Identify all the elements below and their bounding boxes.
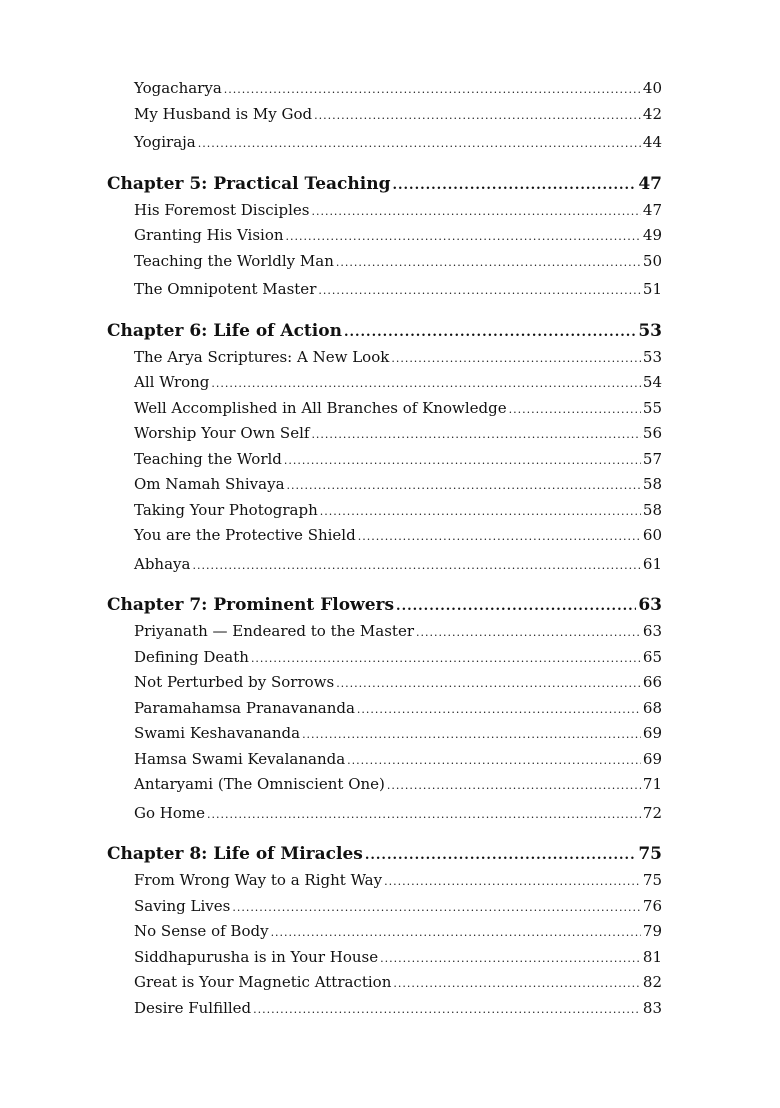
entry-title: Defining Death <box>134 647 249 666</box>
toc-entry[interactable] <box>107 894 662 920</box>
chapter-heading[interactable] <box>107 170 662 198</box>
entry-page-number: 53 <box>642 347 662 366</box>
dot-leader <box>416 627 641 638</box>
entry-title: All Wrong <box>134 373 210 391</box>
entry-page-number: 49 <box>642 226 662 244</box>
entry-title: Great is Your Magnetic Attraction <box>134 973 392 991</box>
toc-entry[interactable] <box>107 76 662 102</box>
entry-page-number: 71 <box>642 775 662 793</box>
toc-entry[interactable] <box>107 747 662 773</box>
toc-entry[interactable] <box>107 421 662 447</box>
entry-title: Taking Your Photograph <box>134 500 318 519</box>
entry-page-number: 66 <box>642 673 662 691</box>
entry-title: Hamsa Swami Kevalananda <box>134 749 346 768</box>
entry-page-number: 40 <box>642 79 662 97</box>
entry-title: Worship Your Own Self <box>134 424 310 442</box>
entry-title: Paramahamsa Pranavananda <box>134 698 355 717</box>
entry-title: Siddhapurusha is in Your House <box>134 947 379 966</box>
toc-entry[interactable] <box>107 102 662 128</box>
dot-leader <box>357 704 641 715</box>
toc-entry[interactable] <box>107 996 662 1022</box>
entry-page-number: 42 <box>642 104 662 123</box>
entry-title: Granting His Vision <box>134 226 284 244</box>
entry-page-number: 83 <box>642 998 662 1017</box>
dot-leader <box>271 927 641 938</box>
dot-leader <box>284 455 641 466</box>
entry-page-number: 57 <box>642 449 662 468</box>
dot-leader <box>380 953 641 964</box>
entry-page-number: 76 <box>642 896 662 915</box>
toc-entry[interactable] <box>107 619 662 645</box>
dot-leader <box>336 678 641 689</box>
dot-leader <box>314 110 641 121</box>
entry-title: Yogiraja <box>134 133 196 151</box>
dot-leader <box>391 353 641 364</box>
dot-leader <box>311 206 640 217</box>
entry-title: Abhaya <box>134 554 191 573</box>
toc-chapter-group <box>107 170 662 303</box>
entry-page-number: 58 <box>642 475 662 493</box>
dot-leader <box>253 1004 641 1015</box>
entry-title: Go Home <box>134 803 205 822</box>
entry-page-number: 55 <box>642 398 662 417</box>
dot-leader <box>211 378 641 389</box>
entry-page-number: 47 <box>642 200 662 219</box>
dot-leader <box>302 729 641 740</box>
entry-page-number: 68 <box>642 698 662 717</box>
chapter-page-number: 63 <box>638 595 662 615</box>
entry-title: The Arya Scriptures: A New Look <box>134 347 390 366</box>
chapter-title: Chapter 8: Life of Miracles <box>107 844 363 864</box>
dot-leader <box>392 179 636 192</box>
dot-leader <box>318 285 641 296</box>
chapter-page-number: 75 <box>638 844 662 864</box>
dot-leader <box>287 480 641 491</box>
entry-page-number: 79 <box>642 922 662 940</box>
toc-chapter-group <box>107 317 662 578</box>
dot-leader <box>232 902 641 913</box>
toc-entry[interactable] <box>107 396 662 422</box>
chapter-heading[interactable] <box>107 840 662 868</box>
entry-page-number: 65 <box>642 647 662 666</box>
dot-leader <box>311 429 640 440</box>
toc-chapter-group <box>107 591 662 826</box>
entry-page-number: 51 <box>642 280 662 298</box>
toc-entry[interactable] <box>107 772 662 798</box>
toc-entry[interactable] <box>107 198 662 224</box>
entry-page-number: 82 <box>642 973 662 991</box>
dot-leader <box>396 600 636 613</box>
entry-title: Well Accomplished in All Branches of Knowledge <box>134 398 507 417</box>
entry-title: From Wrong Way to a Right Way <box>134 871 383 889</box>
entry-title: His Foremost Disciples <box>134 200 310 219</box>
dot-leader <box>198 138 641 149</box>
toc-entry[interactable] <box>107 223 662 249</box>
toc-entry[interactable] <box>107 498 662 524</box>
entry-title: You are the Protective Shield <box>134 526 356 544</box>
toc-entry[interactable] <box>107 523 662 549</box>
dot-leader <box>387 780 641 791</box>
dot-leader <box>347 755 641 766</box>
chapter-page-number: 53 <box>638 320 662 341</box>
entry-page-number: 44 <box>642 133 662 151</box>
entry-title: The Omnipotent Master <box>134 280 317 298</box>
toc-entry[interactable] <box>107 868 662 894</box>
dot-leader <box>286 231 641 242</box>
dot-leader <box>358 531 641 542</box>
dot-leader <box>192 560 640 571</box>
toc-entry[interactable] <box>107 919 662 945</box>
toc-entry[interactable] <box>107 670 662 696</box>
entry-page-number: 56 <box>642 424 662 442</box>
entry-title: Teaching the World <box>134 449 282 468</box>
toc-entry[interactable] <box>107 721 662 747</box>
toc-entry[interactable] <box>107 970 662 996</box>
toc-entry[interactable] <box>107 249 662 275</box>
dot-leader <box>224 84 641 95</box>
toc-entry[interactable] <box>107 345 662 371</box>
entry-page-number: 69 <box>642 749 662 768</box>
chapter-title: Chapter 7: Prominent Flowers <box>107 595 395 615</box>
entry-page-number: 75 <box>642 871 662 889</box>
dot-leader <box>336 257 641 268</box>
entry-page-number: 61 <box>642 554 662 573</box>
entry-title: Priyanath — Endeared to the Master <box>134 622 414 640</box>
table-of-contents <box>107 76 662 1021</box>
dot-leader <box>320 506 641 517</box>
toc-group <box>107 76 662 156</box>
dot-leader <box>344 326 636 339</box>
chapter-heading[interactable] <box>107 317 662 345</box>
chapter-title: Chapter 5: Practical Teaching <box>107 173 391 194</box>
toc-entry[interactable] <box>107 130 662 156</box>
toc-entry[interactable] <box>107 945 662 971</box>
entry-page-number: 72 <box>642 803 662 822</box>
toc-entry[interactable] <box>107 552 662 578</box>
dot-leader <box>251 653 641 664</box>
toc-entry[interactable] <box>107 277 662 303</box>
toc-entry[interactable] <box>107 696 662 722</box>
dot-leader <box>509 404 641 415</box>
dot-leader <box>384 876 641 887</box>
chapter-title: Chapter 6: Life of Action <box>107 320 342 341</box>
entry-title: Swami Keshavananda <box>134 724 301 742</box>
toc-entry[interactable] <box>107 370 662 396</box>
toc-entry[interactable] <box>107 801 662 827</box>
entry-title: Antaryami (The Omniscient One) <box>134 775 385 793</box>
entry-title: No Sense of Body <box>134 922 269 940</box>
entry-title: Desire Fulfilled <box>134 998 252 1017</box>
entry-title: My Husband is My God <box>134 104 313 123</box>
entry-title: Saving Lives <box>134 896 231 915</box>
entry-page-number: 63 <box>642 622 662 640</box>
entry-page-number: 54 <box>642 373 662 391</box>
entry-page-number: 60 <box>642 526 662 544</box>
entry-title: Yogacharya <box>134 79 222 97</box>
toc-entry[interactable] <box>107 447 662 473</box>
entry-title: Not Perturbed by Sorrows <box>134 673 335 691</box>
entry-title: Teaching the Worldly Man <box>134 251 334 270</box>
toc-chapter-group <box>107 840 662 1021</box>
toc-entry[interactable] <box>107 645 662 671</box>
entry-page-number: 81 <box>642 947 662 966</box>
chapter-heading[interactable] <box>107 591 662 619</box>
entry-page-number: 58 <box>642 500 662 519</box>
toc-entry[interactable] <box>107 472 662 498</box>
entry-page-number: 50 <box>642 251 662 270</box>
entry-title: Om Namah Shivaya <box>134 475 285 493</box>
entry-page-number: 69 <box>642 724 662 742</box>
dot-leader <box>393 978 641 989</box>
chapter-page-number: 47 <box>638 173 662 194</box>
dot-leader <box>365 849 636 862</box>
dot-leader <box>207 809 641 820</box>
